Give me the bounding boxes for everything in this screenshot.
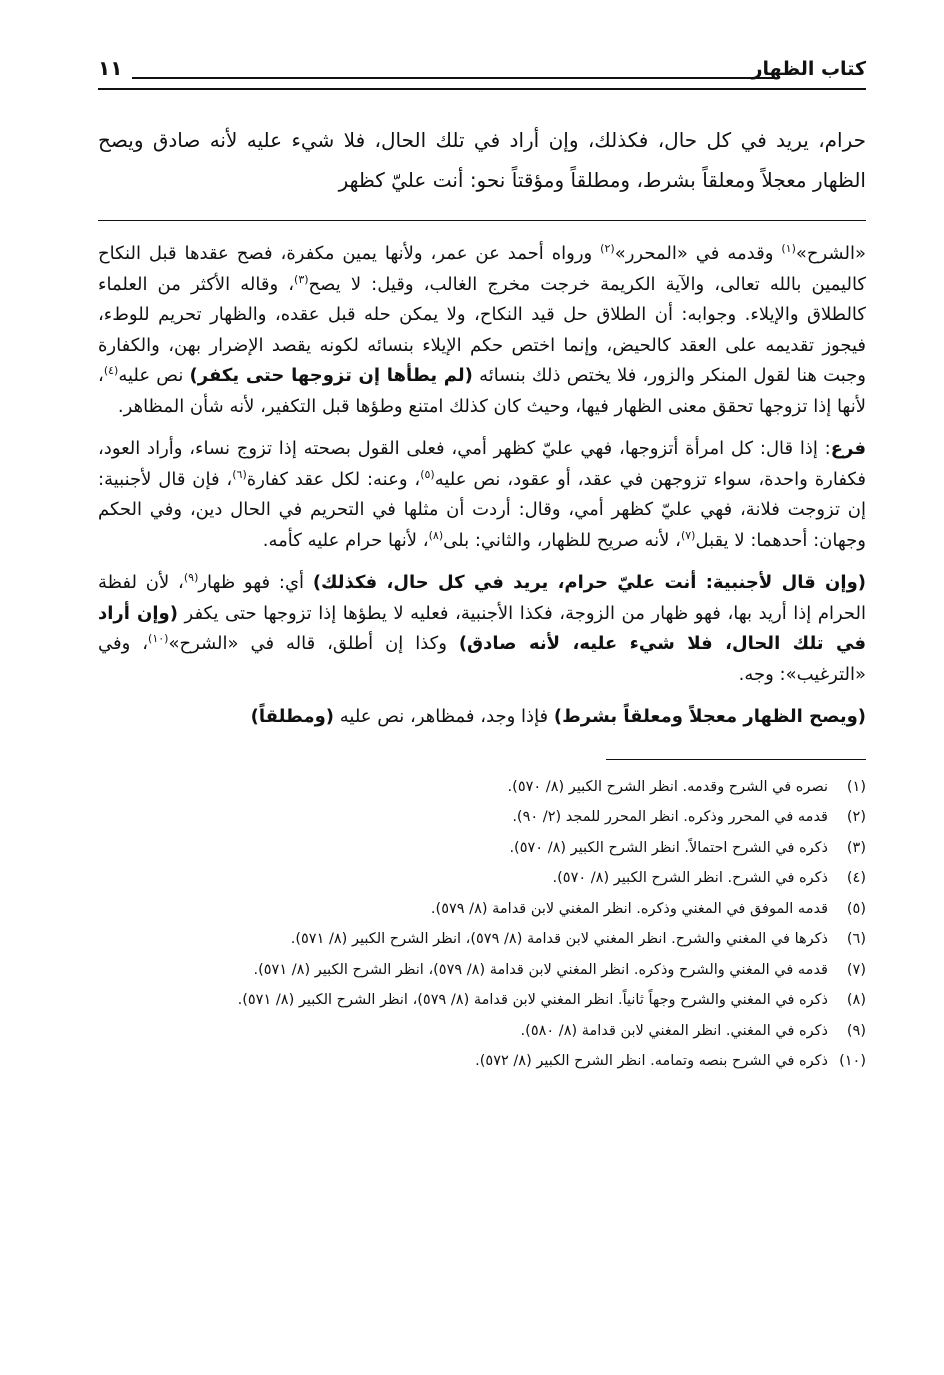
footnote-text: ذكرها في المغني والشرح. انظر المغني لابن قدامة (٨/ ٥٧٩)، انظر الشرح الكبير (٨/ ٥٧١). — [290, 931, 828, 947]
text-segment: فإذا وجد، فمظاهر، نص عليه — [334, 706, 554, 727]
footnote-item — [98, 772, 866, 803]
footnote-ref[interactable]: (٨) — [428, 528, 444, 542]
text-segment: ، لأنها حرام عليه كأمه. — [262, 529, 429, 551]
footnote-ref[interactable]: (٧) — [680, 528, 696, 542]
text-segment: ، فإن قال لأجنبية: إن تزوجت فلانة، فهي عليّ كظهر أمي، وقال: أردت أن مثلها في التحريم في الحال دين، وفي الحكم وجهان: أحدهما: لا يقبل — [98, 468, 866, 551]
page-header — [98, 48, 866, 88]
footnote-ref[interactable]: (١٠) — [148, 632, 169, 645]
matn-quote: (وإن أراد في تلك الحال، فلا شيء عليه، لأنه صادق) — [98, 602, 866, 654]
page-number: ١١ — [98, 56, 123, 80]
footnote-text: ذكره في الشرح بنصه وتمامه. انظر الشرح الكبير (٨/ ٥٧٢). — [475, 1053, 828, 1069]
footnote-text: قدمه في المحرر وذكره. انظر المحرر للمجد (٢/ ٩٠). — [512, 809, 828, 825]
matn-quote: (لم يطأها إن تزوجها حتى يكفر) — [189, 365, 473, 386]
footnote-text: قدمه في المغني والشرح وذكره. انظر المغني لابن قدامة (٨/ ٥٧٩)، انظر الشرح الكبير (٨/ ٥٧١). — [253, 961, 828, 978]
footnote-ref[interactable]: (٣) — [294, 272, 309, 286]
text-segment: «الشرح» — [795, 243, 866, 264]
text-segment: وقدمه في «المحرر» — [614, 243, 782, 264]
matn-quote: (وإن قال لأجنبية: أنت عليّ حرام، يريد في كل حال، فكذلك) — [312, 572, 866, 593]
matn-quote: (ومطلقاً) — [250, 706, 335, 727]
footnote-number: (٣) — [846, 839, 866, 856]
text-segment: ، لأنها إذا تزوجها تحقق معنى الظهار فيها، وحيث كان كذلك امتنع وطؤها قبل التكفير، لأنه شأن المظاهر. — [98, 365, 866, 417]
matn-text: حرام، يريد في كل حال، فكذلك، وإن أراد في تلك الحال، فلا شيء عليه لأنه صادق ويصح الظهار معجلاً ومعلقاً بشرط، ومطلقاً ومؤقتاً نحو: أنت عليّ كظهر — [98, 128, 866, 192]
footnote-text: ذكره في المغني والشرح وجهاً ثانياً. انظر المغني لابن قدامة (٨/ ٥٧٩)، انظر الشرح الكبير (٨/ ٥٧١). — [237, 992, 828, 1008]
footnote-ref[interactable]: (٢) — [600, 242, 615, 255]
text-segment: وكذا إن أطلق، قاله في «الشرح» — [168, 633, 459, 654]
text-segment: ، لأنه صريح للظهار، والثاني: بلى — [443, 529, 681, 551]
footnote-text: قدمه الموفق في المغني وذكره. انظر المغني لابن قدامة (٨/ ٥٧٩). — [430, 900, 828, 917]
commentary-paragraph-4 — [98, 702, 866, 733]
footnote-item — [98, 894, 866, 925]
footnote-number: (٩) — [846, 1022, 866, 1039]
matn-quote: (ويصح الظهار معجلاً ومعلقاً بشرط) — [553, 706, 866, 727]
footnote-item — [98, 1016, 866, 1047]
commentary — [98, 239, 866, 733]
text-segment: أي: فهو ظهار — [198, 572, 313, 593]
footnote-text: ذكره في الشرح. انظر الشرح الكبير (٨/ ٥٧٠). — [552, 870, 828, 886]
footnote-item — [98, 955, 866, 986]
text-segment: ، لأن لفظة الحرام إذا أريد بها، فهو ظهار من الزوجة، فكذا الأجنبية، فعليه لا يطؤها إذا تزوجها حتى يكفر — [98, 572, 867, 624]
section-label: فرع — [830, 438, 866, 459]
footnote-number: (٧) — [846, 961, 866, 978]
commentary-paragraph-1 — [98, 239, 866, 422]
footnote-item — [98, 833, 866, 864]
footnote-text: ذكره في الشرح احتمالاً. انظر الشرح الكبير (٨/ ٥٧٠). — [509, 839, 828, 856]
footnote-separator — [606, 759, 866, 760]
footnote-number: (٥) — [846, 900, 866, 917]
footnote-number: (١) — [846, 778, 866, 795]
footnote-ref[interactable]: (٩) — [183, 571, 199, 584]
footnote-item — [98, 924, 866, 955]
footnote-item — [98, 985, 866, 1016]
footnote-number: (١٠) — [839, 1053, 866, 1069]
commentary-paragraph-2 — [98, 434, 866, 556]
text-segment: ، وعنه: لكل عقد كفارة — [246, 468, 421, 490]
text-segment: ، وقاله الأكثر من العلماء كالطلاق والإيلاء. وجوابه: أن الطلاق حل قيد النكاح، ولا يمكن حله قبل عقده، والظهار تحريم للوطء، فيجوز تقديمه على العقد كالحيض، وإنما اختص حكم الإيلاء بنسائه لكونه يقصد الإضرار بهن، والكفارة وجبت هنا لقول المنكر والزور، فلا يختص ذلك بنسائه — [98, 273, 866, 386]
footnote-number: (٨) — [846, 992, 866, 1008]
footnote-text: ذكره في المغني. انظر المغني لابن قدامة (٨/ ٥٨٠). — [520, 1022, 828, 1039]
running-title: كتاب الظهار — [751, 58, 866, 80]
text-segment: : إذا قال: كل امرأة أتزوجها، فهي عليّ كظهر أمي، فعلى القول بصحته إذا تزوج نساء، وأراد العود، فكفارة واحدة، سواء تزوجهن في عقد، أو عقود، نص عليه — [98, 438, 866, 490]
header-rule-bottom — [98, 88, 866, 90]
footnote-ref[interactable]: (٤) — [103, 364, 119, 377]
commentary-paragraph-3 — [98, 568, 866, 690]
footnote-number: (٦) — [846, 931, 866, 947]
footnote-item — [98, 1046, 866, 1077]
footnote-ref[interactable]: (٥) — [420, 467, 435, 481]
header-rule — [132, 77, 774, 79]
footnote-text: نصره في الشرح وقدمه. انظر الشرح الكبير (٨/ ٥٧٠). — [507, 778, 828, 795]
matn-separator — [98, 220, 866, 221]
footnote-item — [98, 802, 866, 833]
footnote-item — [98, 863, 866, 894]
footnotes — [98, 772, 866, 1077]
footnote-number: (٤) — [846, 870, 866, 886]
footnote-ref[interactable]: (١) — [781, 242, 796, 255]
footnote-number: (٢) — [846, 809, 866, 825]
book-page — [98, 48, 866, 1077]
text-segment: نص عليه — [118, 365, 190, 386]
text-segment: ، وفي «الترغيب»: وجه. — [98, 633, 866, 685]
footnote-ref[interactable]: (٦) — [232, 467, 247, 481]
text-segment: ورواه أحمد عن عمر، ولأنها يمين مكفرة، فصح عقدها قبل النكاح كاليمين بالله تعالى، والآية الكريمة خرجت مخرج الغالب، وقيل: لا يصح — [98, 243, 867, 295]
